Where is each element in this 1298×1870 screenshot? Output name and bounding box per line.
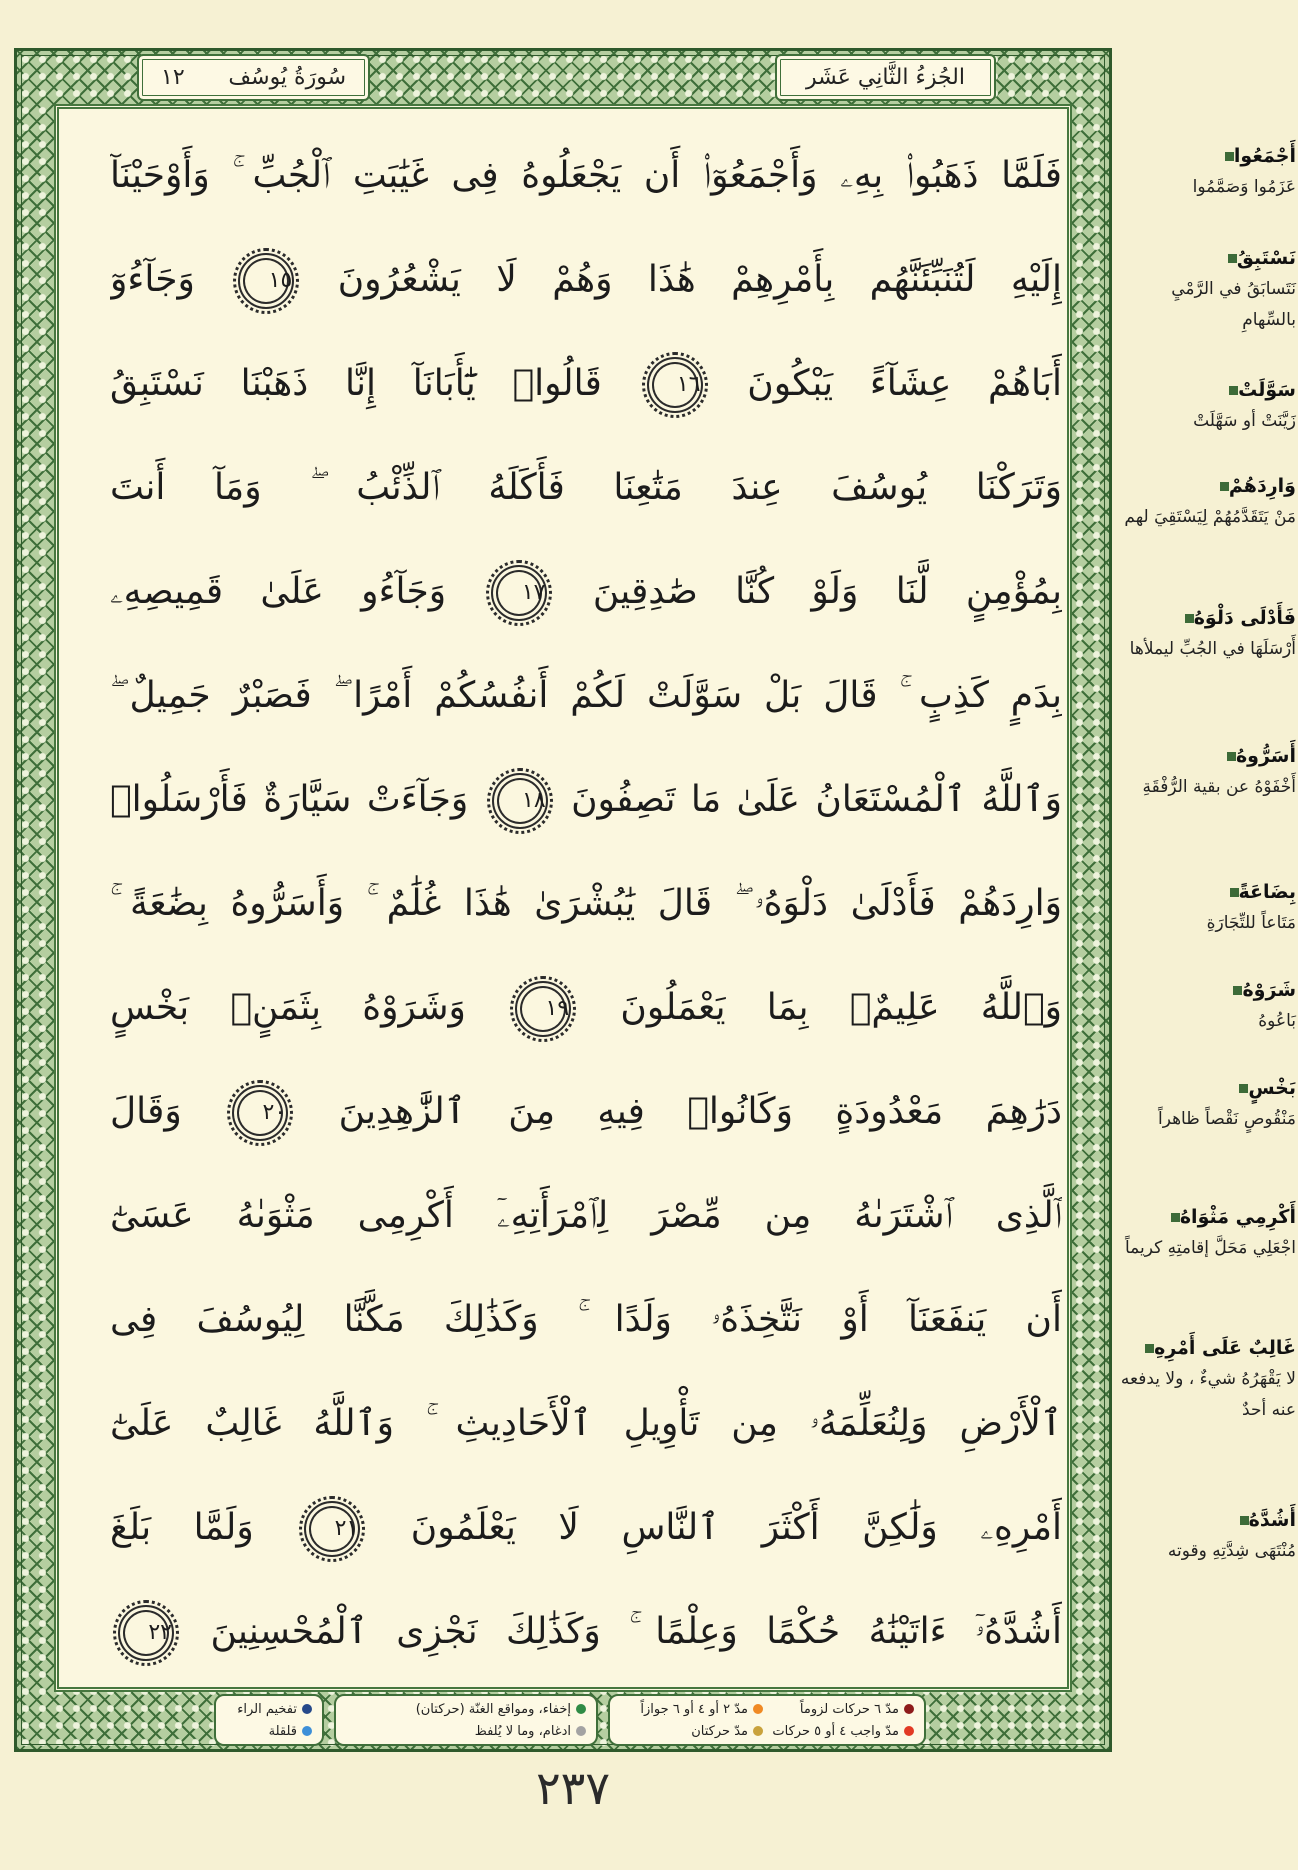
surah-header-box xyxy=(137,54,370,101)
quran-line xyxy=(110,956,1062,1060)
bullet-square-icon xyxy=(1220,482,1229,491)
glossary-entry xyxy=(1116,374,1296,437)
glossary-meaning: أَرْسَلَهَا في الجُبِّ ليملأها xyxy=(1129,639,1296,659)
glossary-term: نَسْتَبِقُ xyxy=(1236,247,1296,269)
glossary-entry xyxy=(1116,470,1296,533)
ayah-number: ٢١ xyxy=(334,1516,359,1541)
line-text: وَجَآءُو عَلَىٰ قَمِيصِهِۦ xyxy=(110,571,447,612)
line-text: وَجَآءُوٓ xyxy=(110,259,195,300)
legend-item xyxy=(620,1700,763,1719)
surah-name: سُورَةُ يُوسُف xyxy=(228,65,346,90)
legend-dot-icon xyxy=(904,1704,914,1714)
glossary-meaning: مَنْ يَتَقَدَّمُهُمْ لِيَسْتَقِيَ لهم xyxy=(1124,507,1296,527)
legend-label: قلقلة xyxy=(268,1723,297,1739)
ayah-number: ٢٠ xyxy=(262,1100,287,1125)
glossary-term-row xyxy=(1116,1504,1296,1536)
legend-dot-icon xyxy=(302,1704,312,1714)
glossary-term-row xyxy=(1116,974,1296,1006)
glossary-term-row xyxy=(1116,876,1296,908)
line-text: وَجَآءَتْ سَيَّارَةٌ فَأَرْسَلُوا۟ xyxy=(110,779,469,820)
glossary-entry xyxy=(1116,140,1296,203)
quran-line xyxy=(110,1164,1062,1268)
glossary-meaning: نَتَسابَقُ في الرَّمْيِ بالسِّهامِ xyxy=(1171,279,1296,330)
glossary-entry xyxy=(1116,876,1296,939)
page-number: ٢٣٧ xyxy=(535,1761,611,1815)
juz-header-box xyxy=(775,54,996,101)
ayah-number-marker xyxy=(491,565,547,621)
glossary-entry xyxy=(1116,602,1296,665)
bullet-square-icon xyxy=(1230,888,1239,897)
glossary-term-row xyxy=(1116,740,1296,772)
quran-line xyxy=(110,1372,1062,1476)
glossary-term-row xyxy=(1116,1332,1296,1364)
quran-line xyxy=(110,852,1062,956)
glossary-meaning: أَخْفَوْهُ عن بقية الرُّفْقَةِ xyxy=(1142,777,1296,797)
glossary-meaning: بَاعُوهُ xyxy=(1258,1011,1296,1031)
margin-glossary xyxy=(1116,0,1296,1870)
glossary-term-row xyxy=(1116,242,1296,274)
legend-item xyxy=(771,1722,914,1741)
legend-label: إخفاء، ومواقع الغنّة (حركتان) xyxy=(415,1701,571,1717)
surah-number: ١٢ xyxy=(161,65,185,90)
tajweed-legend-tafkheem xyxy=(214,1694,324,1746)
line-text: أَن يَنفَعَنَآ أَوْ نَتَّخِذَهُۥ وَلَدًا ۚ وَكَذَٰلِكَ مَكَّنَّا لِيُوسُفَ فِى xyxy=(110,1299,1062,1340)
legend-dot-icon xyxy=(753,1704,763,1714)
glossary-entry xyxy=(1116,1201,1296,1264)
glossary-term: سَوَّلَتْ xyxy=(1238,379,1296,401)
line-text: بِمُؤْمِنٍ لَّنَا وَلَوْ كُنَّا صَٰدِقِينَ xyxy=(592,571,1062,612)
tajweed-legend-ghunna xyxy=(334,1694,598,1746)
bullet-square-icon xyxy=(1185,614,1194,623)
line-text: وَلَمَّا بَلَغَ xyxy=(110,1507,254,1548)
quran-line xyxy=(110,540,1062,644)
line-text: فَلَمَّا ذَهَبُوا۟ بِهِۦ وَأَجْمَعُوٓا۟ أَن يَجْعَلُوهُ فِى غَيَٰبَتِ ٱلْجُبِّ ۚ وَأَوْحَيْنَآ xyxy=(110,155,1062,196)
line-text: ٱلَّذِى ٱشْتَرَىٰهُ مِن مِّصْرَ لِٱمْرَأَتِهِۦٓ أَكْرِمِى مَثْوَىٰهُ عَسَىٰٓ xyxy=(110,1195,1062,1236)
quran-line xyxy=(110,124,1062,228)
glossary-term: أَسَرُّوهُ xyxy=(1235,745,1296,767)
quran-line xyxy=(110,1268,1062,1372)
juz-name: الجُزءُ الثَّانِي عَشَر xyxy=(806,65,965,90)
legend-dot-icon xyxy=(576,1726,586,1736)
ayah-number-marker xyxy=(515,981,571,1037)
ayah-number: ١٩ xyxy=(545,996,570,1021)
legend-dot-icon xyxy=(904,1726,914,1736)
ayah-number: ٢٢ xyxy=(148,1620,172,1645)
line-text: دَرَٰهِمَ مَعْدُودَةٍ وَكَانُوا۟ فِيهِ مِنَ ٱلزَّٰهِدِينَ xyxy=(338,1091,1062,1132)
legend-label: مدّ ٢ أو ٤ أو ٦ جوازاً xyxy=(640,1701,748,1717)
quran-line xyxy=(110,748,1062,852)
tajweed-legend-madd xyxy=(608,1694,926,1746)
ayah-number: ١٧ xyxy=(521,580,546,605)
ayah-number-marker xyxy=(647,357,703,413)
glossary-term: فَأَدْلَى دَلْوَهُ xyxy=(1193,607,1296,629)
quran-line xyxy=(110,644,1062,748)
glossary-entry xyxy=(1116,242,1296,336)
glossary-term: أَشُدَّهُ xyxy=(1248,1509,1296,1531)
glossary-term: شَرَوْهُ xyxy=(1242,979,1296,1001)
glossary-entry xyxy=(1116,1332,1296,1426)
glossary-meaning: اجْعَلِي مَحَلَّ إقامتِهِ كريماً xyxy=(1125,1238,1296,1258)
quran-text xyxy=(110,124,1062,1684)
glossary-term: بَخْسٍ xyxy=(1248,1077,1296,1099)
legend-label: ادغام، وما لا يُلفظ xyxy=(474,1723,571,1739)
quran-line xyxy=(110,1060,1062,1164)
glossary-meaning: لا يَقْهَرُهُ شيءٌ ، ولا يدفعه عنه أحدٌ xyxy=(1120,1369,1296,1420)
glossary-meaning: مَتَاعاً للتِّجَارَةِ xyxy=(1206,913,1296,933)
line-text: وَشَرَوْهُ بِثَمَنٍۭ بَخْسٍ xyxy=(110,987,466,1028)
ayah-number-marker xyxy=(118,1605,174,1661)
glossary-entry xyxy=(1116,974,1296,1037)
ayah-number-marker xyxy=(304,1501,360,1557)
glossary-term-row xyxy=(1116,1201,1296,1233)
quran-line xyxy=(110,1580,1062,1684)
legend-dot-icon xyxy=(576,1704,586,1714)
quran-line xyxy=(110,332,1062,436)
legend-item xyxy=(226,1700,312,1719)
glossary-meaning: مُنْتَهَى شِدَّتِهِ وقوته xyxy=(1167,1541,1296,1561)
legend-dot-icon xyxy=(302,1726,312,1736)
legend-label: مدّ حركتان xyxy=(691,1723,748,1739)
line-text: وَٱللَّهُ ٱلْمُسْتَعَانُ عَلَىٰ مَا تَصِفُونَ xyxy=(571,779,1062,820)
quran-line xyxy=(110,436,1062,540)
bullet-square-icon xyxy=(1227,752,1236,761)
legend-item xyxy=(226,1722,312,1741)
legend-item xyxy=(620,1722,763,1741)
ayah-number: ١٥ xyxy=(268,268,293,293)
ayah-number-marker xyxy=(232,1085,288,1141)
line-text: وَتَرَكْنَا يُوسُفَ عِندَ مَتَٰعِنَا فَأَكَلَهُ ٱلذِّئْبُ ۖ وَمَآ أَنتَ xyxy=(110,467,1062,508)
line-text: إِلَيْهِ لَتُنَبِّئَنَّهُم بِأَمْرِهِمْ هَٰذَا وَهُمْ لَا يَشْعُرُونَ xyxy=(337,259,1062,300)
line-text: وَقَالَ xyxy=(110,1091,182,1132)
glossary-entry xyxy=(1116,1504,1296,1567)
legend-label: مدّ واجب ٤ أو ٥ حركات xyxy=(772,1723,899,1739)
glossary-meaning: عَزَمُوا وَصَمَّمُوا xyxy=(1192,177,1296,197)
ayah-number: ١٦ xyxy=(676,372,701,397)
line-text: ٱلْأَرْضِ وَلِنُعَلِّمَهُۥ مِن تَأْوِيلِ ٱلْأَحَادِيثِ ۚ وَٱللَّهُ غَالِبٌ عَلَىٰٓ xyxy=(110,1403,1062,1444)
legend-label: تفخيم الراء xyxy=(237,1701,297,1717)
glossary-term-row xyxy=(1116,1072,1296,1104)
legend-item xyxy=(346,1722,586,1741)
glossary-entry xyxy=(1116,740,1296,803)
ayah-number: ١٨ xyxy=(522,788,546,813)
glossary-term-row xyxy=(1116,470,1296,502)
line-text: بِدَمٍ كَذِبٍ ۚ قَالَ بَلْ سَوَّلَتْ لَكُمْ أَنفُسُكُمْ أَمْرًا ۖ فَصَبْرٌ جَمِيلٌ ۖ xyxy=(110,675,1062,716)
glossary-term: أَكْرِمِي مَثْوَاهُ xyxy=(1179,1206,1296,1228)
line-text: وَارِدَهُمْ فَأَدْلَىٰ دَلْوَهُۥ ۖ قَالَ يَٰبُشْرَىٰ هَٰذَا غُلَٰمٌ ۚ وَأَسَرُّوهُ بِضَٰعَةً ۚ xyxy=(110,883,1062,924)
bullet-square-icon xyxy=(1145,1344,1154,1353)
bullet-square-icon xyxy=(1171,1213,1180,1222)
bullet-square-icon xyxy=(1239,1084,1248,1093)
glossary-term-row xyxy=(1116,374,1296,406)
line-text: قَالُوا۟ يَٰٓأَبَانَآ إِنَّا ذَهَبْنَا نَسْتَبِقُ xyxy=(110,363,602,404)
glossary-entry xyxy=(1116,1072,1296,1135)
line-text: وَٱللَّهُ عَلِيمٌۢ بِمَا يَعْمَلُونَ xyxy=(620,987,1062,1028)
bullet-square-icon xyxy=(1229,386,1238,395)
legend-dot-icon xyxy=(753,1726,763,1736)
glossary-term-row xyxy=(1116,140,1296,172)
ayah-number-marker xyxy=(492,773,548,829)
legend-label: مدّ ٦ حركات لزوماً xyxy=(799,1701,899,1717)
bullet-square-icon xyxy=(1228,254,1237,263)
line-text: أَبَاهُمْ عِشَآءً يَبْكُونَ xyxy=(747,363,1062,404)
legend-item xyxy=(346,1700,586,1719)
quran-line xyxy=(110,228,1062,332)
glossary-meaning: مَنْقُوصٍ نَقْصاً ظاهراً xyxy=(1157,1109,1296,1129)
glossary-term: غَالِبٌ عَلَى أَمْرِهِ xyxy=(1154,1337,1296,1359)
bullet-square-icon xyxy=(1225,152,1234,161)
glossary-term: وَارِدَهُمْ xyxy=(1228,475,1296,497)
bullet-square-icon xyxy=(1240,1516,1249,1525)
glossary-term-row xyxy=(1116,602,1296,634)
quran-line xyxy=(110,1476,1062,1580)
legend-item xyxy=(771,1700,914,1719)
glossary-term: بِضَاعَةً xyxy=(1238,881,1296,903)
glossary-meaning: زَيَّنَتْ أو سَهَّلَتْ xyxy=(1193,411,1296,431)
line-text: أَشُدَّهُۥٓ ءَاتَيْنَٰهُ حُكْمًا وَعِلْمًا ۚ وَكَذَٰلِكَ نَجْزِى ٱلْمُحْسِنِينَ xyxy=(210,1611,1062,1652)
ayah-number-marker xyxy=(238,253,294,309)
line-text: أَمْرِهِۦ وَلَٰكِنَّ أَكْثَرَ ٱلنَّاسِ لَا يَعْلَمُونَ xyxy=(410,1507,1062,1548)
glossary-term: أَجْمَعُوا xyxy=(1233,145,1296,167)
